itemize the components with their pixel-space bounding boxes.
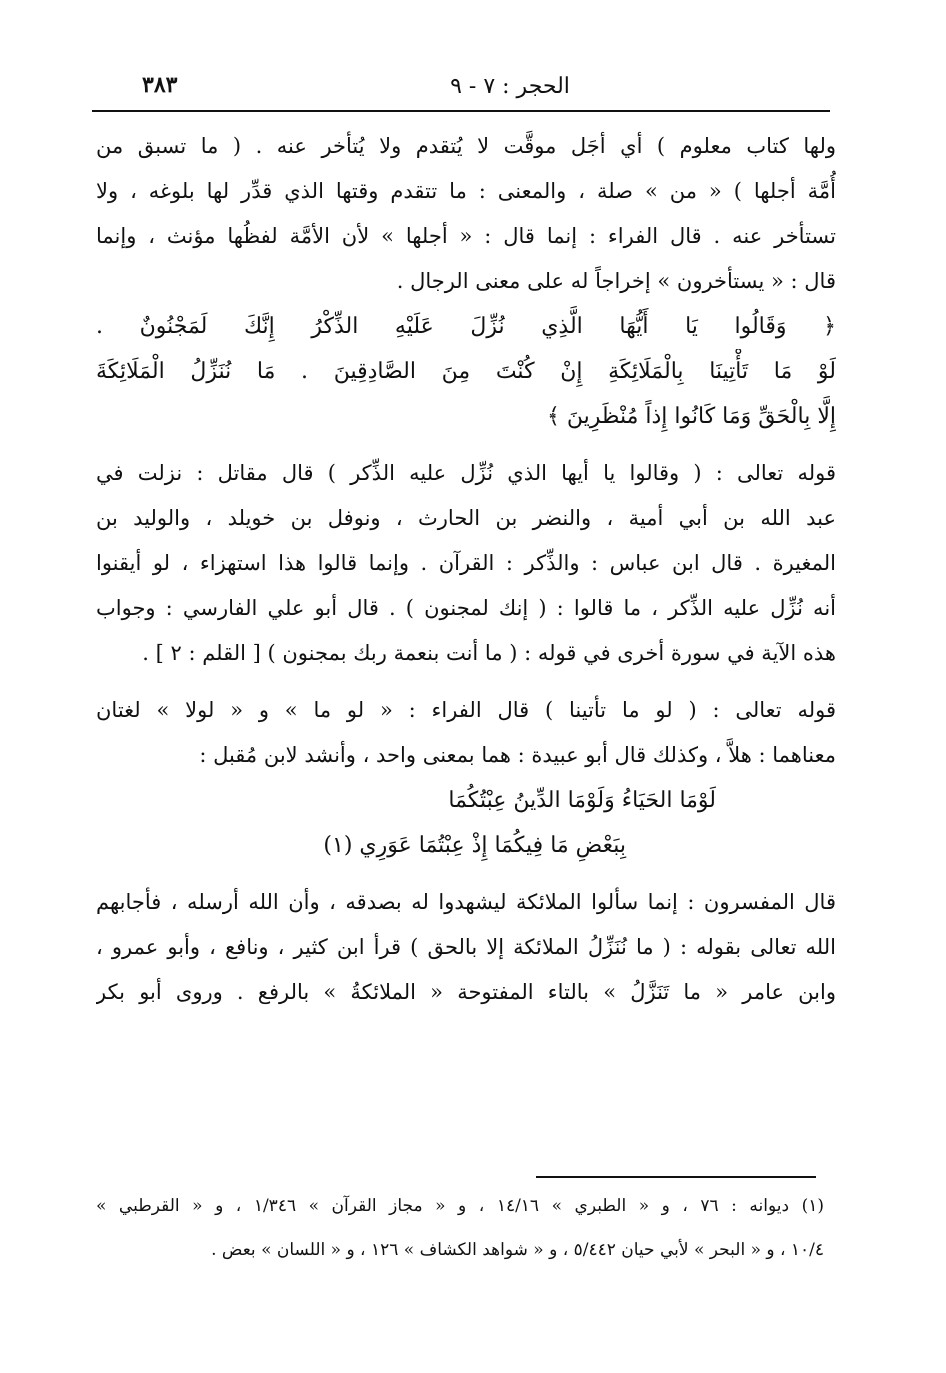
footnotes [96, 1184, 824, 1272]
quran-verse-line: ﴿ وَقَالُوا يَا أَيُّهَا الَّذِي نُزِّلَ عَلَيْهِ الذِّكْرُ إِنَّكَ لَمَجْنُونٌ . [96, 314, 836, 339]
spacer [96, 439, 836, 451]
quran-verse-line: لَوْ مَا تَأْتِينَا بِالْمَلَائِكَةِ إِنْ كُنْتَ مِنَ الصَّادِقِينَ . مَا نُنَزِّلُ الْمَلَائِكَةَ [96, 359, 836, 384]
text-line: قال : « يستأخرون » إخراجاً له على معنى الرجال . [396, 269, 836, 293]
spacer [96, 676, 836, 688]
poem-line: بِبَعْضِ مَا فِيكُمَا إِذْ عِبْتُمَا عَوَرِي (١) [323, 833, 626, 858]
text-line: الله تعالى بقوله : ( ما نُنَزِّلُ الملائكة إلا بالحق ) قرأ ابن كثير ، ونافع ، وأبو عمرو ، [96, 935, 836, 959]
text-line: قوله تعالى : ( لو ما تأتينا ) قال الفراء : « لو ما » و « لولا » لغتان [96, 698, 836, 722]
text-line: قوله تعالى : ( وقالوا يا أيها الذي نُزِّل عليه الذِّكر ) قال مقاتل : نزلت في [96, 461, 836, 485]
page-number: ٣٨٣ [142, 72, 178, 98]
surah-verse-title: الحجر : ٧ - ٩ [450, 74, 570, 99]
quran-verse-line: إِلَّا بِالْحَقِّ وَمَا كَانُوا إِذاً مُنْظَرِينَ ﴾ [547, 404, 836, 429]
text-line: قال المفسرون : إنما سألوا الملائكة ليشهدوا له بصدقه ، وأن الله أرسله ، فأجابهم [96, 890, 836, 914]
text-line: عبد الله بن أبي أمية ، والنضر بن الحارث ، ونوفل بن خويلد ، والوليد بن [96, 506, 836, 530]
footnote-line: ١٠/٤ ، و « البحر » لأبي حيان ٥/٤٤٢ ، و « شواهد الكشاف » ١٢٦ ، و « اللسان » بعض . [211, 1240, 824, 1260]
footnote-line: (١) ديوانه : ٧٦ ، و « الطبري » ١٤/١٦ ، و « مجاز القرآن » ١/٣٤٦ ، و « القرطبي » [96, 1196, 824, 1216]
spacer [96, 868, 836, 880]
footnote-divider [536, 1176, 816, 1178]
text-line: وابن عامر « ما تَنَزَّلُ » بالتاء المفتوحة « الملائكةُ » بالرفع . وروى أبو بكر [96, 980, 836, 1004]
text-line: هذه الآية في سورة أخرى في قوله : ( ما أنت بنعمة ربك بمجنون ) [ القلم : ٢ ] . [142, 641, 836, 665]
text-line: أنه نُزِّل عليه الذِّكر ، ما قالوا : ( إنك لمجنون ) . قال أبو علي الفارسي : وجواب [96, 596, 836, 620]
poem-line: لَوْمَا الحَيَاءُ وَلَوْمَا الدِّينُ عِبْتُكُمَا [448, 788, 716, 813]
text-line: تستأخر عنه . قال الفراء : إنما قال : « أجلها » لأن الأمَّة لفظُها مؤنث ، وإنما [96, 224, 836, 248]
text-line: المغيرة . قال ابن عباس : والذِّكر : القرآن . وإنما قالوا هذا استهزاء ، لو أيقنوا [96, 551, 836, 575]
running-header [90, 66, 836, 106]
text-line: ولها كتاب معلوم ) أي أجَل موقَّت لا يُتقدم ولا يُتأخر عنه . ( ما تسبق من [96, 134, 836, 158]
commentary-body [96, 124, 836, 1015]
text-line: أُمَّة أجلها ) « من » صلة ، والمعنى : ما تتقدم وقتها الذي قدِّر لها بلوغه ، ولا [96, 179, 836, 203]
header-divider [92, 110, 830, 112]
text-line: معناهما : هلاَّ ، وكذلك قال أبو عبيدة : هما بمعنى واحد ، وأنشد لابن مُقبل : [199, 743, 836, 767]
